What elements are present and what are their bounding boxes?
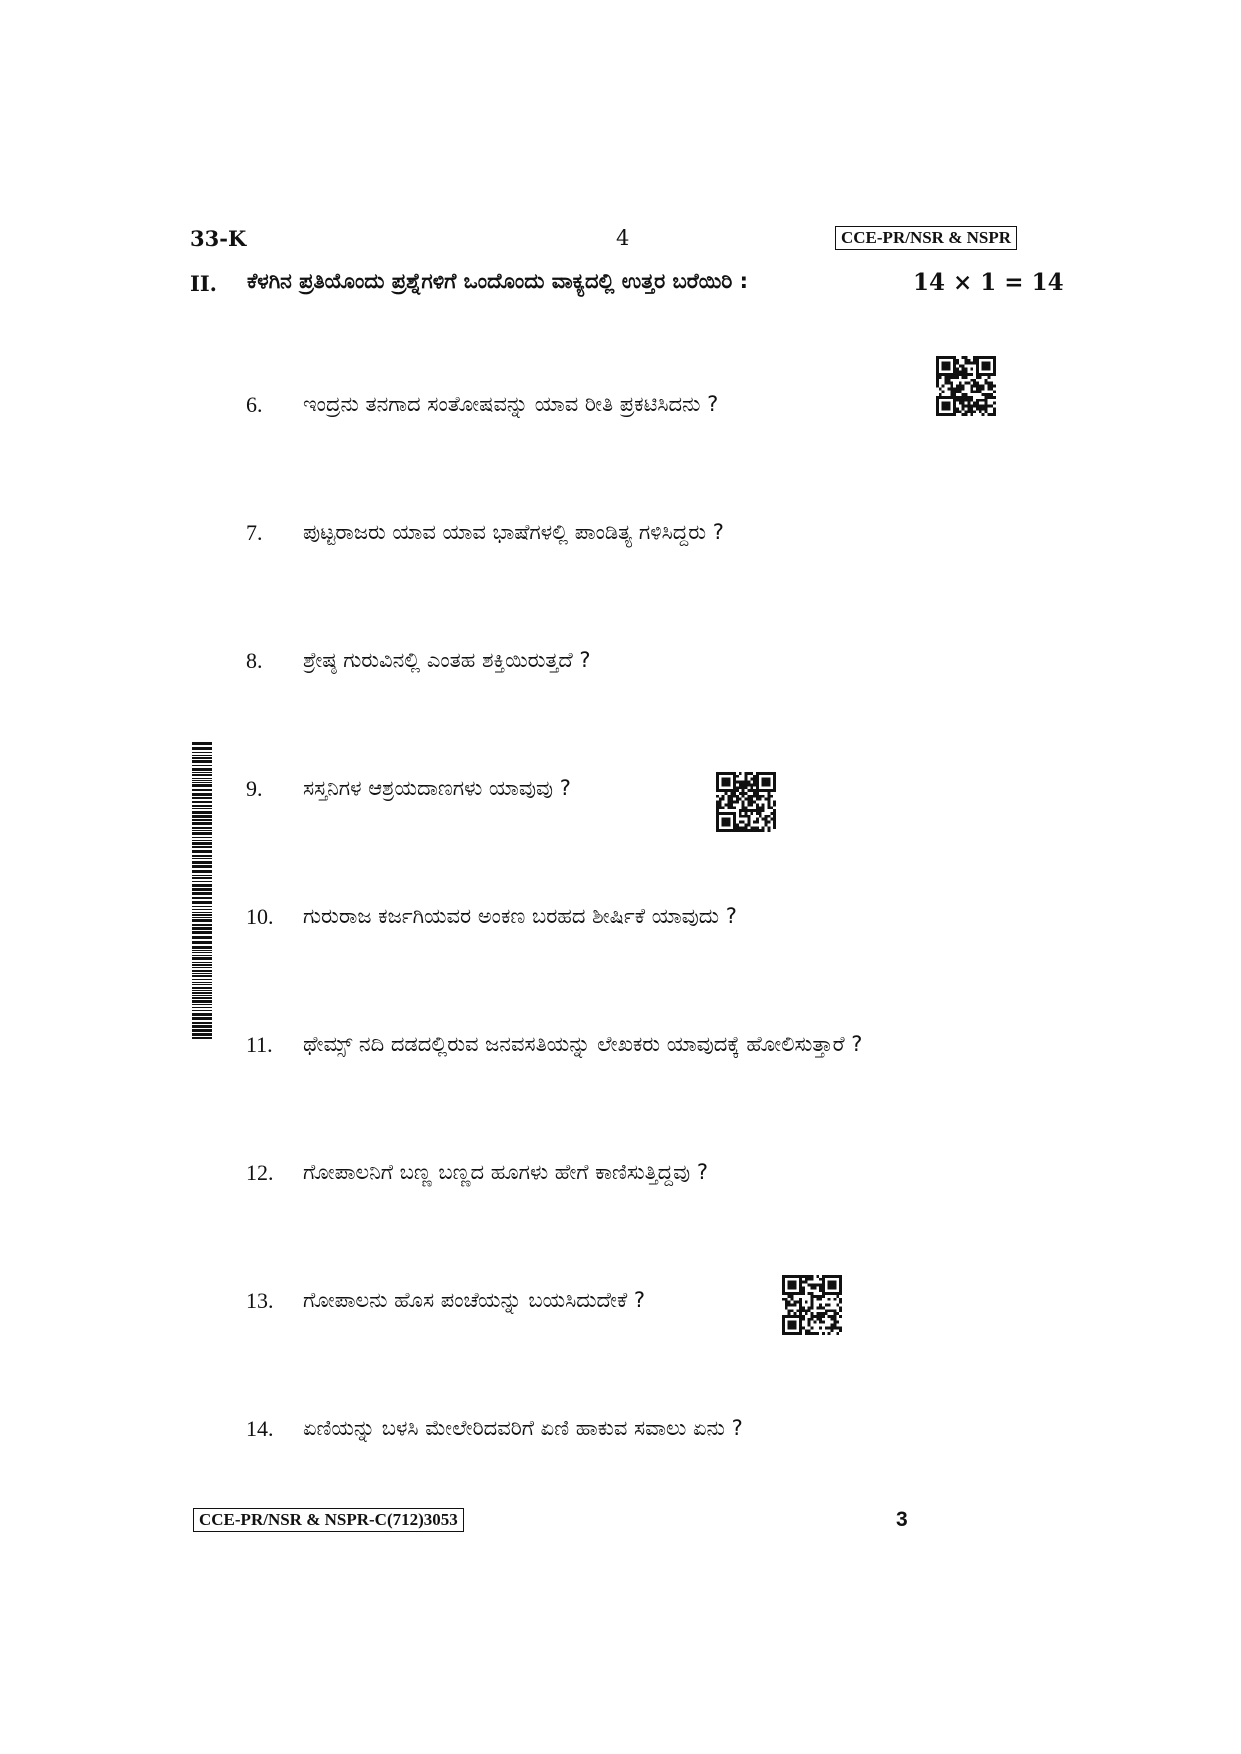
page-number: 4 <box>616 226 630 250</box>
footer-code-box: CCE-PR/NSR & NSPR-C(712)3053 <box>193 1508 464 1532</box>
section-number: II. <box>190 271 217 296</box>
question-text: ಗೋಪಾಲನು ಹೊಸ ಪಂಚೆಯನ್ನು ಬಯಸಿದುದೇಕೆ ? <box>303 1288 646 1312</box>
question-number: 14. <box>246 1416 274 1441</box>
qr-code-icon <box>782 1275 842 1335</box>
question-text: ಏಣಿಯನ್ನು ಬಳಸಿ ಮೇಲೇರಿದವರಿಗೆ ಏಣಿ ಹಾಕುವ ಸವಾಲು ಏನು ? <box>303 1416 743 1440</box>
qr-code-icon <box>716 772 776 832</box>
question-text: ಇಂದ್ರನು ತನಗಾದ ಸಂತೋಷವನ್ನು ಯಾವ ರೀತಿ ಪ್ರಕಟಿಸಿದನು ? <box>303 392 719 416</box>
question-number: 8. <box>246 648 263 673</box>
question-number: 12. <box>246 1160 274 1185</box>
question-text: ಗುರುರಾಜ ಕರ್ಜಗಿಯವರ ಅಂಕಣ ಬರಹದ ಶೀರ್ಷಿಕೆ ಯಾವುದು ? <box>303 904 737 928</box>
question-number: 10. <box>246 904 274 929</box>
qr-code-icon <box>936 356 996 416</box>
question-text: ಸಸ್ತನಿಗಳ ಆಶ್ರಯದಾಣಗಳು ಯಾವುವು ? <box>303 776 571 800</box>
barcode-icon <box>192 742 212 1039</box>
question-number: 11. <box>246 1032 273 1057</box>
footer-page-number: 3 <box>896 1508 908 1531</box>
question-text: ಶ್ರೇಷ್ಠ ಗುರುವಿನಲ್ಲಿ ಎಂತಹ ಶಕ್ತಿಯಿರುತ್ತದೆ ? <box>303 648 591 672</box>
question-number: 6. <box>246 392 263 417</box>
section-marks: 14 × 1 = 14 <box>913 269 1064 296</box>
question-number: 13. <box>246 1288 274 1313</box>
question-text: ಥೇಮ್ಸ್ ನದಿ ದಡದಲ್ಲಿರುವ ಜನವಸತಿಯನ್ನು ಲೇಖಕರು ಯಾವುದಕ್ಕೆ ಹೋಲಿಸುತ್ತಾರೆ ? <box>303 1032 863 1056</box>
section-instruction: ಕೆಳಗಿನ ಪ್ರತಿಯೊಂದು ಪ್ರಶ್ನೆಗಳಿಗೆ ಒಂದೊಂದು ವಾಕ್ಯದಲ್ಲಿ ಉತ್ತರ ಬರೆಯಿರಿ : <box>247 269 749 293</box>
paper-code: 33-K <box>190 226 247 251</box>
question-number: 7. <box>246 520 263 545</box>
question-text: ಪುಟ್ಟರಾಜರು ಯಾವ ಯಾವ ಭಾಷೆಗಳಲ್ಲಿ ಪಾಂಡಿತ್ಯ ಗಳಿಸಿದ್ದರು ? <box>303 520 724 544</box>
question-number: 9. <box>246 776 263 801</box>
exam-code-box: CCE-PR/NSR & NSPR <box>835 226 1017 250</box>
question-text: ಗೋಪಾಲನಿಗೆ ಬಣ್ಣ ಬಣ್ಣದ ಹೂಗಳು ಹೇಗೆ ಕಾಣಿಸುತ್ತಿದ್ದವು ? <box>303 1160 709 1184</box>
